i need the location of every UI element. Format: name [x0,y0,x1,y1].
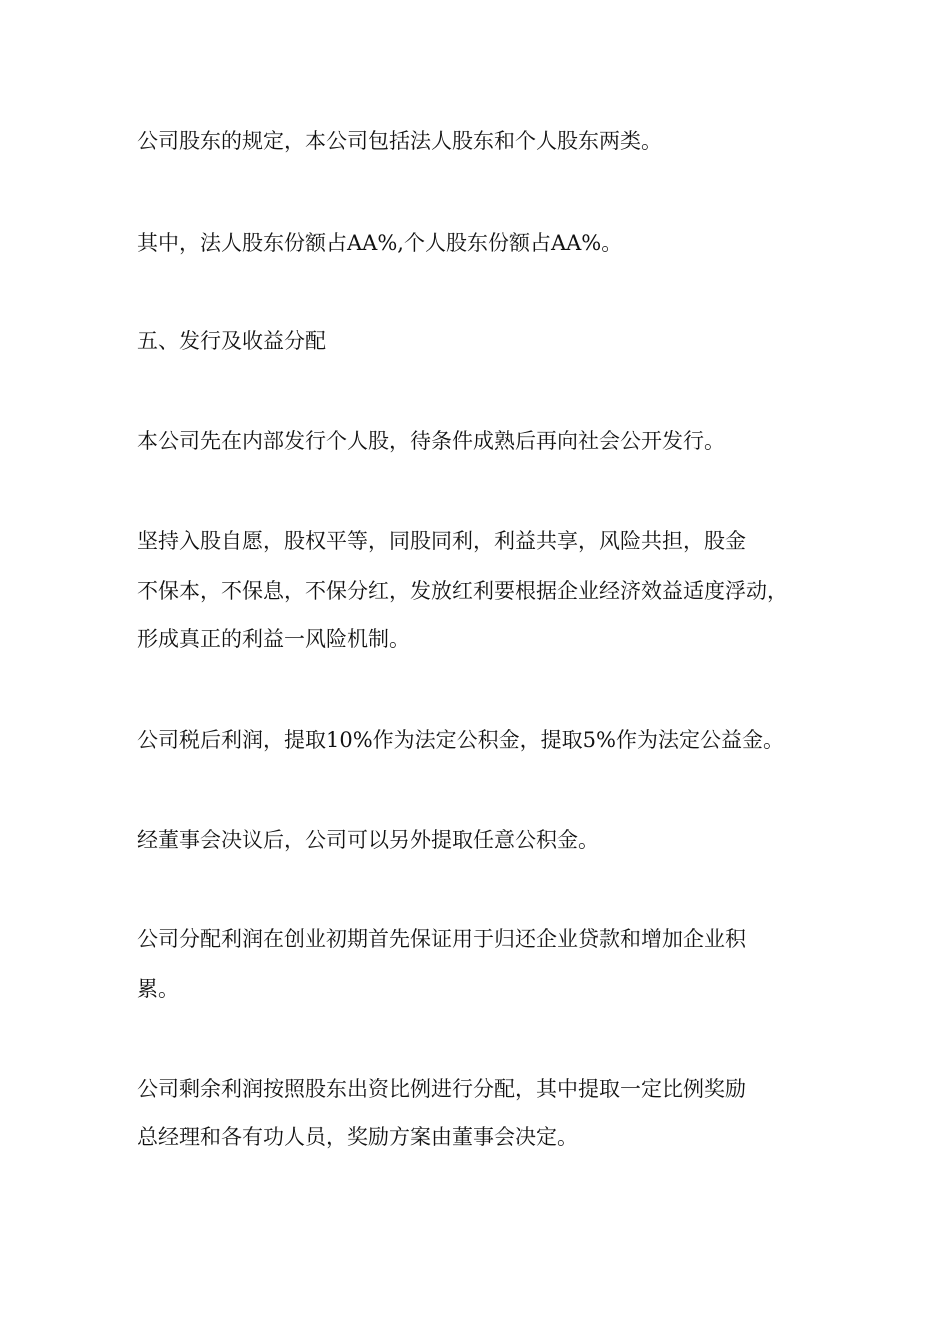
paragraph-1-line-1: 公司股东的规定，本公司包括法人股东和个人股东两类。 [137,129,662,153]
paragraph-7-line-1: 经董事会决议后，公司可以另外提取任意公积金。 [137,828,599,852]
paragraph-8-line-2: 累。 [137,977,179,1001]
paragraph-2-line-1: 其中，法人股东份额占AA%,个人股东份额占AA%。 [137,231,623,255]
paragraph-5-line-2: 不保本，不保息，不保分红，发放红利要根据企业经济效益适度浮动， [137,579,788,603]
section-heading: 五、发行及收益分配 [137,329,326,353]
paragraph-6-line-1: 公司税后利润，提取10%作为法定公积金，提取5%作为法定公益金。 [137,728,784,752]
paragraph-4-line-1: 本公司先在内部发行个人股，待条件成熟后再向社会公开发行。 [137,429,725,453]
paragraph-5-line-3: 形成真正的利益一风险机制。 [137,627,410,651]
paragraph-5-line-1: 坚持入股自愿，股权平等，同股同利，利益共享，风险共担，股金 [137,529,746,553]
paragraph-9-line-1: 公司剩余利润按照股东出资比例进行分配，其中提取一定比例奖励 [137,1077,746,1101]
paragraph-8-line-1: 公司分配利润在创业初期首先保证用于归还企业贷款和增加企业积 [137,927,746,951]
paragraph-9-line-2: 总经理和各有功人员，奖励方案由董事会决定。 [137,1125,578,1149]
